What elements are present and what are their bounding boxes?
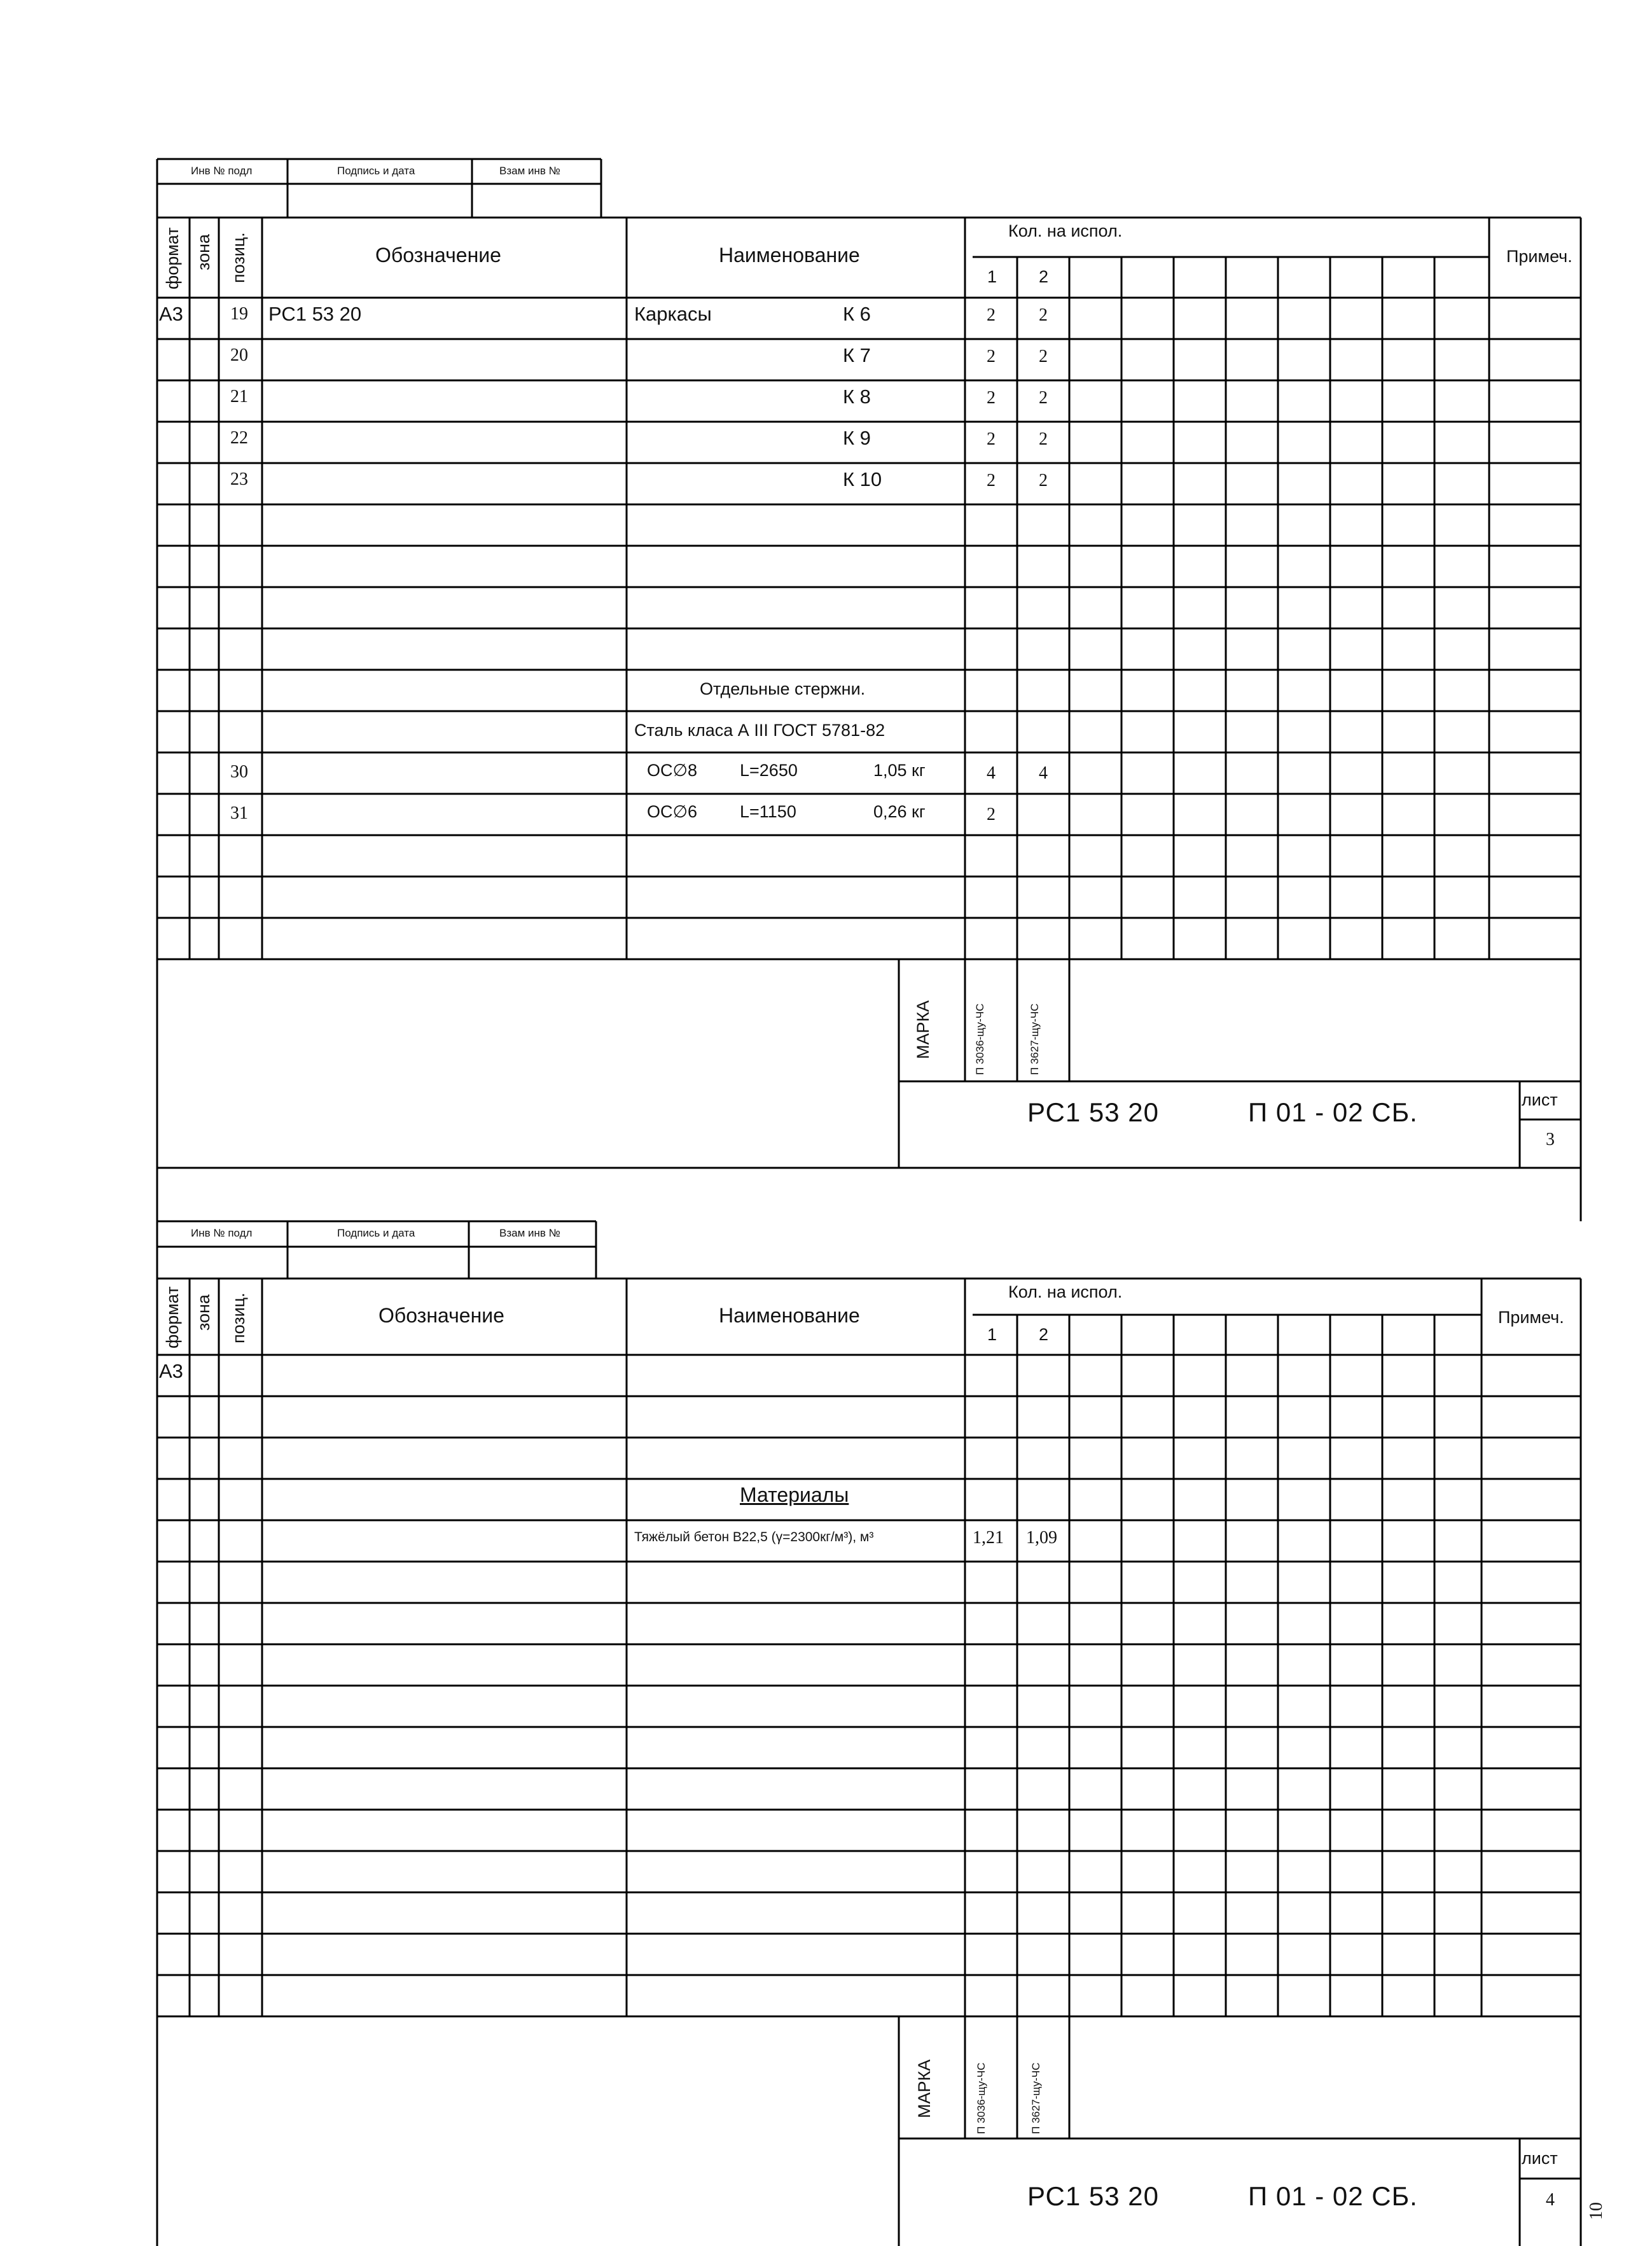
stamp-sign-date: Подпись и дата bbox=[337, 165, 415, 177]
mark-label: МАРКА bbox=[915, 2059, 934, 2118]
stamp-replace-inv: Взам инв № bbox=[499, 1227, 560, 1239]
col-position-header: позиц. bbox=[229, 232, 248, 283]
row-31-length: L=1150 bbox=[740, 802, 796, 821]
material-q2: 1,09 bbox=[1026, 1528, 1057, 1548]
stamp-inv-no: Инв № подл bbox=[191, 1227, 253, 1239]
row-31-item: ОС∅6 bbox=[647, 802, 698, 821]
row-23-q2: 2 bbox=[1039, 471, 1048, 490]
row-22-code: К 9 bbox=[843, 427, 871, 449]
col-format-header: формат bbox=[163, 1286, 182, 1348]
col-name-header: Наименование bbox=[719, 1304, 860, 1327]
row-22-pos: 22 bbox=[230, 428, 248, 448]
row-23-pos: 23 bbox=[230, 469, 248, 489]
mark-1: П 3036-щу-ЧС bbox=[974, 1003, 986, 1075]
row-19-name: Каркасы bbox=[634, 303, 712, 325]
mark-label: МАРКА bbox=[913, 1000, 933, 1059]
sheet-number: 4 bbox=[1546, 2190, 1555, 2210]
col-qty-2: 2 bbox=[1039, 1325, 1049, 1344]
row-30-q1: 4 bbox=[987, 763, 996, 783]
row-23-q1: 2 bbox=[987, 471, 996, 490]
row-20-code: К 7 bbox=[843, 344, 871, 366]
row-31-pos: 31 bbox=[230, 803, 248, 823]
col-note-header: Примеч. bbox=[1506, 247, 1572, 266]
col-designation-header: Обозначение bbox=[378, 1304, 504, 1327]
row-31-mass: 0,26 кг bbox=[873, 802, 926, 821]
row-22-q1: 2 bbox=[987, 429, 996, 449]
row-30-mass: 1,05 кг bbox=[873, 761, 926, 780]
row-19-pos: 19 bbox=[230, 304, 248, 324]
row-31-q1: 2 bbox=[987, 805, 996, 824]
material-q1: 1,21 bbox=[973, 1528, 1004, 1548]
section-materials-title: Материалы bbox=[740, 1483, 849, 1506]
col-zone-header: зона bbox=[194, 233, 213, 270]
col-qty-1: 1 bbox=[987, 267, 997, 286]
mark-2: П 3627-щу-ЧС bbox=[1029, 1003, 1041, 1075]
mark-1: П 3036-щу-ЧС bbox=[975, 2062, 987, 2134]
col-designation-header: Обозначение bbox=[375, 244, 501, 267]
row-20-q2: 2 bbox=[1039, 347, 1048, 366]
row-30-item: ОС∅8 bbox=[647, 761, 698, 780]
row-30-q2: 4 bbox=[1039, 763, 1048, 783]
doc-suffix: П 01 - 02 СБ. bbox=[1248, 2181, 1418, 2211]
row-30-length: L=2650 bbox=[740, 761, 798, 780]
sheet-label: лист bbox=[1522, 2149, 1558, 2168]
doc-code: РС1 53 20 bbox=[1027, 2181, 1160, 2211]
col-qty-header: Кол. на испол. bbox=[1008, 221, 1123, 240]
row-23-code: К 10 bbox=[843, 468, 882, 490]
col-qty-header: Кол. на испол. bbox=[1008, 1282, 1123, 1301]
material-concrete: Тяжёлый бетон В22,5 (γ=2300кг/м³), м³ bbox=[634, 1530, 874, 1544]
stamp-sign-date: Подпись и дата bbox=[337, 1227, 415, 1239]
col-note-header: Примеч. bbox=[1498, 1308, 1564, 1327]
stamp-replace-inv: Взам инв № bbox=[499, 165, 560, 177]
doc-suffix: П 01 - 02 СБ. bbox=[1248, 1097, 1418, 1127]
steel-grade: Сталь класа А III ГОСТ 5781-82 bbox=[634, 721, 885, 740]
page-number: 10 bbox=[1586, 2202, 1606, 2220]
row-30-pos: 30 bbox=[230, 762, 248, 782]
row-21-pos: 21 bbox=[230, 387, 248, 406]
stamp-inv-no: Инв № подл bbox=[191, 165, 253, 177]
col-qty-2: 2 bbox=[1039, 267, 1049, 286]
row-19-code: К 6 bbox=[843, 303, 871, 325]
row-20-q1: 2 bbox=[987, 347, 996, 366]
col-position-header: позиц. bbox=[229, 1293, 248, 1343]
doc-code: РС1 53 20 bbox=[1027, 1097, 1160, 1127]
col-zone-header: зона bbox=[194, 1294, 213, 1331]
sheet-number: 3 bbox=[1546, 1130, 1555, 1149]
sheet-label: лист bbox=[1522, 1090, 1558, 1109]
col-format-header: формат bbox=[163, 227, 182, 289]
row-22-q2: 2 bbox=[1039, 429, 1048, 449]
mark-2: П 3627-щу-ЧС bbox=[1030, 2062, 1042, 2134]
row-20-pos: 20 bbox=[230, 345, 248, 365]
row-19-format: А3 bbox=[159, 303, 183, 325]
row-19-designation: РС1 53 20 bbox=[268, 303, 362, 325]
row-21-q2: 2 bbox=[1039, 388, 1048, 408]
row-19-q1: 2 bbox=[987, 305, 996, 325]
row-19-q2: 2 bbox=[1039, 305, 1048, 325]
row-21-q1: 2 bbox=[987, 388, 996, 408]
row-21-code: К 8 bbox=[843, 385, 871, 408]
section-bars-title: Отдельные стержни. bbox=[700, 679, 866, 698]
col-name-header: Наименование bbox=[719, 244, 860, 267]
col-qty-1: 1 bbox=[987, 1325, 997, 1344]
sheet2-format: А3 bbox=[159, 1360, 183, 1382]
